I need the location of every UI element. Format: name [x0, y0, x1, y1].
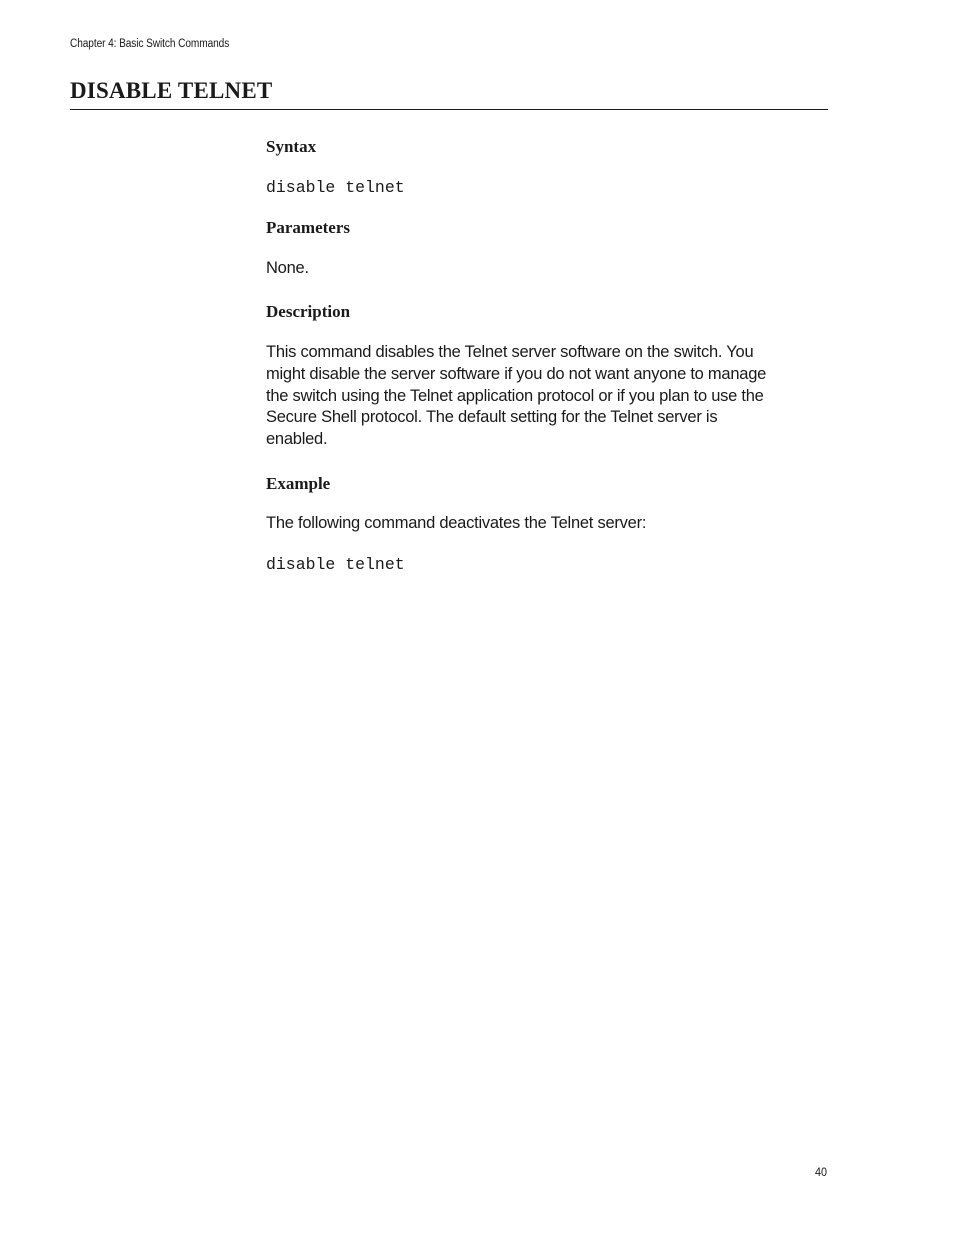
syntax-heading: Syntax — [266, 137, 317, 156]
parameters-heading: Parameters — [266, 218, 351, 237]
running-header: Chapter 4: Basic Switch Commands — [70, 38, 230, 50]
syntax-code: disable telnet — [266, 178, 405, 197]
description-line: Secure Shell protocol. The default setting for the Telnet server is — [266, 408, 718, 427]
description-text — [266, 342, 828, 451]
description-heading: Description — [266, 302, 351, 321]
example-code: disable telnet — [266, 555, 405, 574]
page-title: DISABLE TELNET — [70, 78, 273, 103]
example-heading: Example — [266, 474, 331, 493]
example-text: The following command deactivates the Telnet server: — [266, 514, 647, 532]
page-number: 40 — [815, 1165, 828, 1179]
title-rule — [70, 109, 828, 110]
description-line: enabled. — [266, 430, 328, 449]
description-line: This command disables the Telnet server software on the switch. You — [266, 343, 754, 361]
description-line: might disable the server software if you do not want anyone to manage — [266, 364, 767, 383]
parameters-text: None. — [266, 259, 309, 277]
description-line: the switch using the Telnet application protocol or if you plan to use the — [266, 386, 764, 405]
